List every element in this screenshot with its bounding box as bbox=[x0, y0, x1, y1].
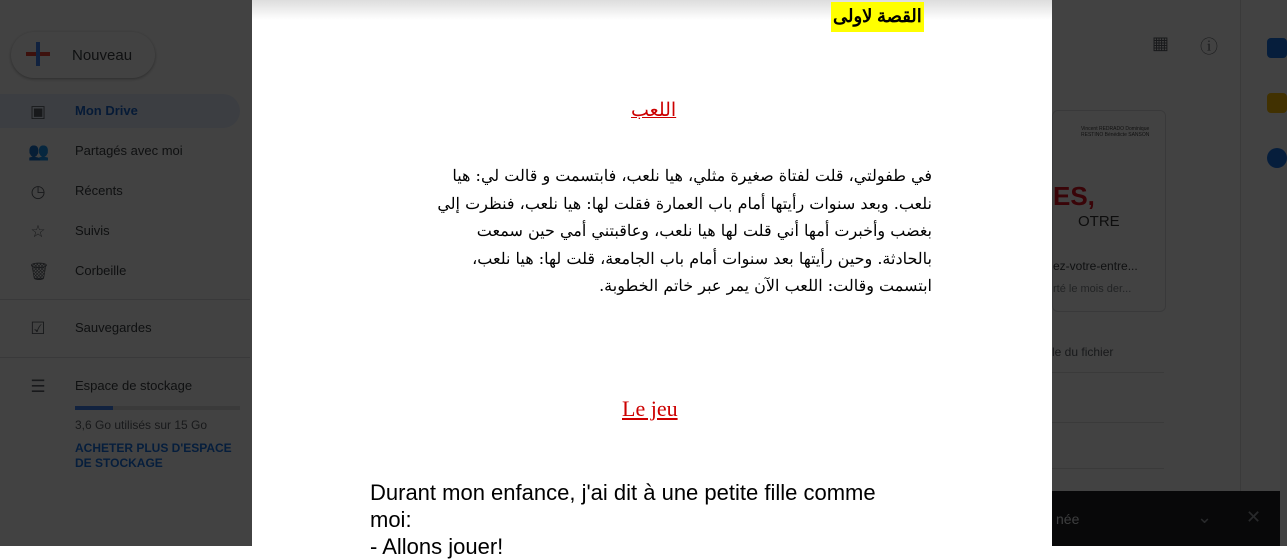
arabic-heading: اللعب bbox=[631, 100, 677, 121]
arabic-line: في طفولتي، قلت لفتاة صغيرة مثلي، هيا نلعب، فابتسمت و قالت لي: هيا bbox=[452, 166, 932, 185]
french-line: moi: bbox=[370, 507, 412, 532]
arabic-line: بالحادثة. وحين رأيتها بعد سنوات أمام باب الجامعة، قلت لها: هيا نلعب، bbox=[472, 248, 932, 268]
arabic-line: ابتسمت وقالت: اللعب الآن يمر عبر خاتم الخطوبة. bbox=[599, 276, 932, 295]
french-line: - Allons jouer! bbox=[370, 534, 504, 559]
document-top-shadow bbox=[252, 0, 1052, 20]
arabic-line: نلعب. وبعد سنوات رأيتها أمام باب العمارة فقلت لها: هيا نلعب، فنظرت إلي bbox=[437, 193, 932, 213]
arabic-paragraph bbox=[368, 162, 932, 300]
french-paragraph bbox=[370, 479, 930, 560]
story-title: القصة لاولى bbox=[831, 2, 924, 32]
french-heading: Le jeu bbox=[622, 396, 678, 421]
french-line: Durant mon enfance, j'ai dit à une petite fille comme bbox=[370, 480, 876, 505]
arabic-line: بغضب وأخبرت أمها أني قلت لها هيا نلعب، وعاقبتني أمي حين سمعت bbox=[476, 221, 932, 240]
